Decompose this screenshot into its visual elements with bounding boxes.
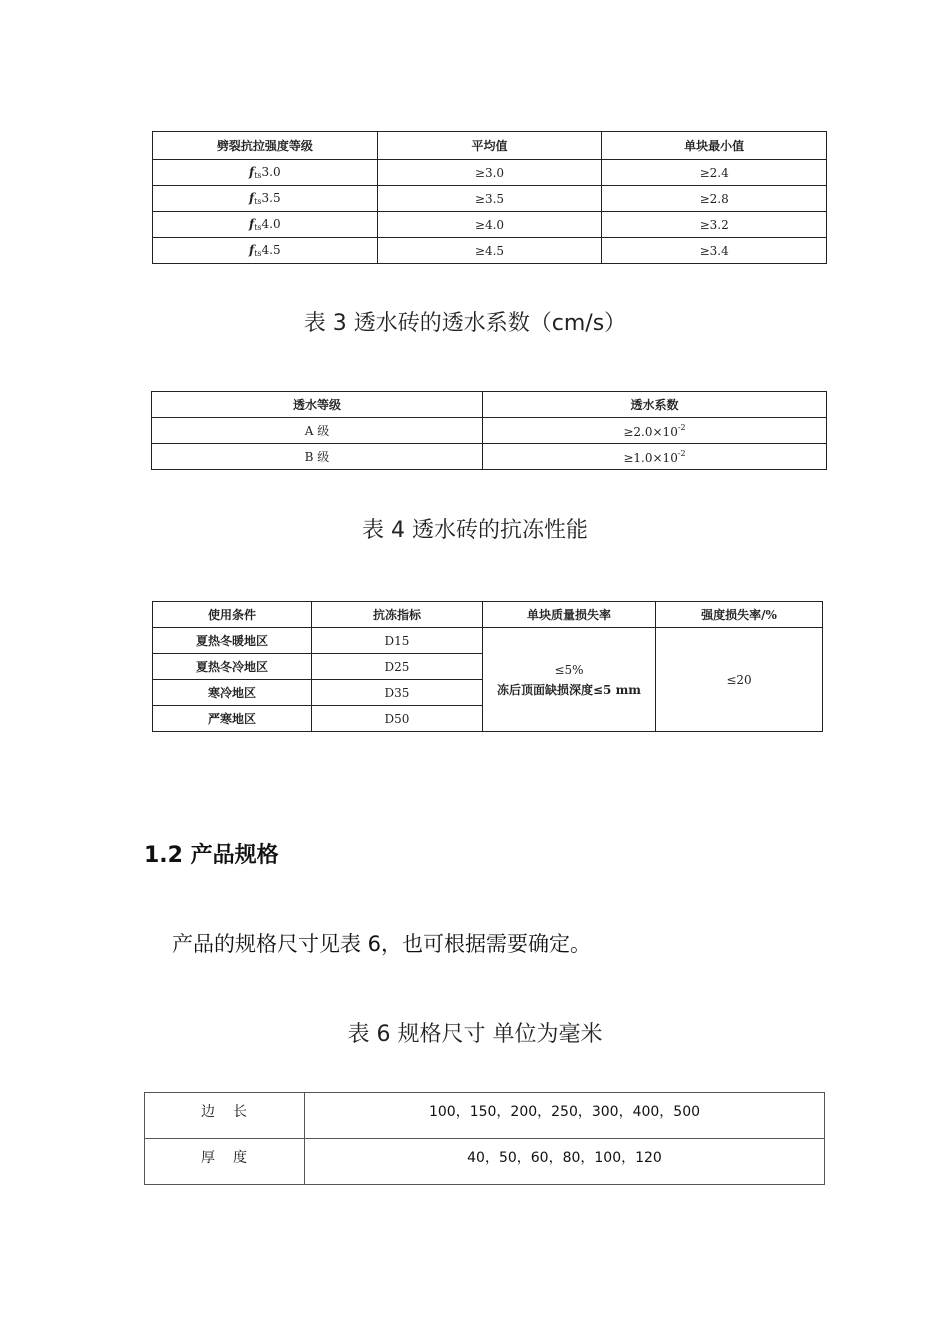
- frost-table: [152, 601, 823, 732]
- strength-loss-cell: ≤20: [656, 628, 823, 732]
- grade-cell: B 级: [152, 444, 483, 470]
- header-permeability-grade: 透水等级: [152, 392, 483, 418]
- average-cell: ≥4.5: [377, 238, 602, 264]
- average-cell: ≥3.5: [377, 186, 602, 212]
- permeability-table: [151, 391, 827, 470]
- coef-cell: $\ge 2.0\times 10^{-2}$: [483, 418, 827, 444]
- table-4-caption: 表 4 透水砖的抗冻性能: [362, 518, 588, 543]
- size-label-cell: 厚度: [145, 1139, 305, 1185]
- mass-loss-cell: [483, 628, 656, 732]
- coef-cell: $\ge 1.0\times 10^{-2}$: [483, 444, 827, 470]
- section-heading: 1.2 产品规格: [144, 843, 279, 868]
- header-permeability-coef: 透水系数: [483, 392, 827, 418]
- min-cell: ≥3.4: [602, 238, 827, 264]
- table-row: [145, 1093, 825, 1139]
- table-6-caption: 表 6 规格尺寸 单位为毫米: [347, 1022, 603, 1047]
- grade-cell: $f_{ts}4.5$: [153, 238, 378, 264]
- size-table: [144, 1092, 825, 1185]
- mass-loss-line1: ≤5%: [554, 662, 584, 677]
- table-row: [152, 444, 827, 470]
- size-values-cell: 40，50，60，80，100，120: [305, 1139, 825, 1185]
- table-header-row: [153, 602, 823, 628]
- table-row: [153, 212, 827, 238]
- table-row: [152, 418, 827, 444]
- size-label-cell: 边长: [145, 1093, 305, 1139]
- condition-cell: 夏热冬冷地区: [153, 654, 312, 680]
- table-row: [153, 238, 827, 264]
- table-row: [153, 160, 827, 186]
- table-header-row: [153, 132, 827, 160]
- grade-cell: $f_{ts}3.5$: [153, 186, 378, 212]
- index-cell: D35: [312, 680, 483, 706]
- header-grade: 劈裂抗拉强度等级: [153, 132, 378, 160]
- condition-cell: 严寒地区: [153, 706, 312, 732]
- grade-cell: A 级: [152, 418, 483, 444]
- min-cell: ≥2.8: [602, 186, 827, 212]
- index-cell: D15: [312, 628, 483, 654]
- body-paragraph: 产品的规格尺寸见表 6，也可根据需要确定。: [172, 932, 592, 956]
- average-cell: ≥4.0: [377, 212, 602, 238]
- header-frost-index: 抗冻指标: [312, 602, 483, 628]
- condition-cell: 寒冷地区: [153, 680, 312, 706]
- table-row: [145, 1139, 825, 1185]
- size-values-cell: 100，150，200，250，300，400，500: [305, 1093, 825, 1139]
- header-average: 平均值: [377, 132, 602, 160]
- header-mass-loss: 单块质量损失率: [483, 602, 656, 628]
- min-cell: ≥3.2: [602, 212, 827, 238]
- average-cell: ≥3.0: [377, 160, 602, 186]
- index-cell: D50: [312, 706, 483, 732]
- mass-loss-line2: 冻后顶面缺损深度≤5 mm: [497, 682, 641, 697]
- condition-cell: 夏热冬暖地区: [153, 628, 312, 654]
- header-strength-loss: 强度损失率/%: [656, 602, 823, 628]
- grade-cell: $f_{ts}4.0$: [153, 212, 378, 238]
- min-cell: ≥2.4: [602, 160, 827, 186]
- table-row: [153, 628, 823, 654]
- grade-cell: $f_{ts}3.0$: [153, 160, 378, 186]
- header-condition: 使用条件: [153, 602, 312, 628]
- index-cell: D25: [312, 654, 483, 680]
- table-3-caption: 表 3 透水砖的透水系数（cm/s）: [303, 311, 627, 336]
- table-header-row: [152, 392, 827, 418]
- header-min: 单块最小值: [602, 132, 827, 160]
- strength-table: [152, 131, 827, 264]
- table-row: [153, 186, 827, 212]
